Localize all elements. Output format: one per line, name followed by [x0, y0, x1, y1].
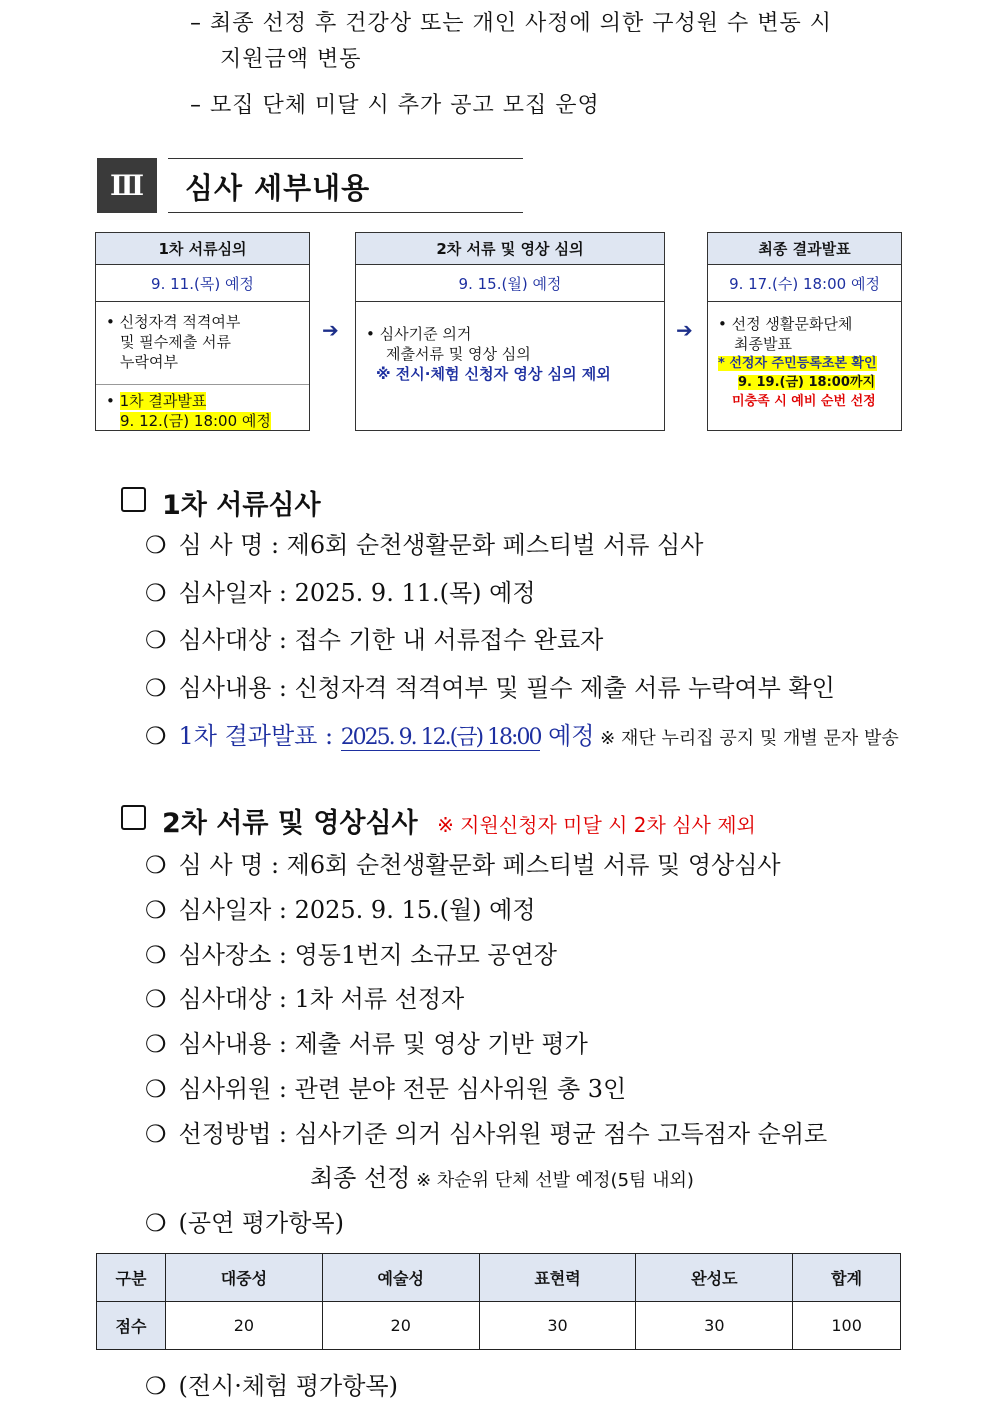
score-table-row — [97, 1302, 901, 1350]
sub1-result-date: 2025. 9. 12.(금) 18:00 — [340, 725, 541, 750]
section-title: 심사 세부내용 — [185, 171, 371, 205]
section-bottom-rule — [168, 212, 523, 213]
table-header-cell: 대중성 — [166, 1254, 323, 1302]
section-top-rule — [168, 158, 523, 159]
table-row-label: 점수 — [97, 1302, 166, 1350]
sub1-result: ❍ 1차 결과발표 : 2025. 9. 12.(금) 18:00 예정 ※ 재단 누리집 공지 및 개별 문자 발송 — [145, 722, 899, 750]
flow-step-1-result: • 1차 결과발표 9. 12.(금) 18:00 예정 — [106, 392, 271, 430]
table-cell: 30 — [479, 1302, 636, 1350]
table-cell: 20 — [322, 1302, 479, 1350]
sub1-item-3: ❍ 심사대상 : 접수 기한 내 서류접수 완료자 — [145, 626, 604, 654]
sub2-method-cont: 최종 선정 ※ 차순위 단체 선발 예정(5팀 내외) — [310, 1164, 694, 1192]
flow-step-2 — [355, 232, 665, 431]
sub2-perf-label: ❍ (공연 평가항목) — [145, 1209, 344, 1237]
sub1-checkbox-icon — [121, 487, 146, 512]
sub1-result-note: ※ 재단 누리집 공지 및 개별 문자 발송 — [594, 728, 899, 749]
flow-step-3-note-1: * 선정자 주민등록초본 확인 — [718, 356, 877, 371]
sub2-item-4: ❍ 심사대상 : 1차 서류 선정자 — [145, 985, 465, 1013]
table-cell: 100 — [793, 1302, 901, 1350]
table-header-cell: 표현력 — [479, 1254, 636, 1302]
score-table-header-row — [97, 1254, 901, 1302]
sub2-checkbox-icon — [121, 805, 146, 830]
sub2-title-note: ※ 지원신청자 미달 시 2차 심사 제외 — [437, 813, 756, 837]
sub1-title: 1차 서류심사 — [162, 490, 321, 521]
flow-step-2-date: 9. 15.(월) 예정 — [356, 265, 664, 302]
flow-step-1-date: 9. 11.(목) 예정 — [96, 265, 309, 302]
flow-step-3-date: 9. 17.(수) 18:00 예정 — [708, 265, 901, 302]
table-header-cell: 완성도 — [636, 1254, 793, 1302]
flow-step-3-head: 최종 결과발표 — [708, 233, 901, 265]
table-cell: 20 — [166, 1302, 323, 1350]
table-header-cell: 예술성 — [322, 1254, 479, 1302]
sub1-item-4: ❍ 심사내용 : 신청자격 적격여부 및 필수 제출 서류 누락여부 확인 — [145, 674, 835, 702]
sub2-item-1: ❍ 심 사 명 : 제6회 순천생활문화 페스티벌 서류 및 영상심사 — [145, 851, 781, 879]
table-cell: 30 — [636, 1302, 793, 1350]
flow-step-3-body: • 선정 생활문화단체 최종발표 * 선정자 주민등록초본 확인 9. 19.(금) 18:00까지 미충족 시 예비 순번 선정 — [708, 302, 901, 419]
sub1-item-1: ❍ 심 사 명 : 제6회 순천생활문화 페스티벌 서류 심사 — [145, 531, 704, 559]
flow-step-2-note: ※ 전시·체험 신청자 영상 심의 제외 — [376, 365, 611, 383]
sub2-title: 2차 서류 및 영상심사 ※ 지원신청자 미달 시 2차 심사 제외 — [162, 808, 756, 839]
flow-arrow-2: ➔ — [676, 318, 693, 342]
flow-step-3-note-2: 9. 19.(금) 18:00까지 — [738, 375, 876, 390]
intro-line-3: – 모집 단체 미달 시 추가 공고 모집 운영 — [190, 93, 600, 118]
flow-step-2-head: 2차 서류 및 영상 심의 — [356, 233, 664, 265]
sub2-exhibit-label: ❍ (전시·체험 평가항목) — [145, 1372, 398, 1400]
sub2-item-2: ❍ 심사일자 : 2025. 9. 15.(월) 예정 — [145, 896, 536, 924]
sub1-item-2: ❍ 심사일자 : 2025. 9. 11.(목) 예정 — [145, 579, 536, 607]
flow-step-1-body: • 신청자격 적격여부 및 필수제출 서류 누락여부 — [96, 302, 309, 385]
section-numeral: Ⅲ — [97, 158, 157, 213]
intro-line-2: 지원금액 변동 — [220, 47, 362, 72]
flow-arrow-1: ➔ — [322, 318, 339, 342]
flow-step-1-head: 1차 서류심의 — [96, 233, 309, 265]
sub2-item-5: ❍ 심사내용 : 제출 서류 및 영상 기반 평가 — [145, 1030, 588, 1058]
flow-step-3-note-3: 미충족 시 예비 순번 선정 — [732, 394, 876, 409]
sub2-item-6: ❍ 심사위원 : 관련 분야 전문 심사위원 총 3인 — [145, 1075, 627, 1103]
flow-step-2-body: • 심사기준 의거 제출서류 및 영상 심의 ※ 전시·체험 신청자 영상 심의 제외 — [356, 302, 664, 392]
sub2-item-7: ❍ 선정방법 : 심사기준 의거 심사위원 평균 점수 고득점자 순위로 — [145, 1120, 828, 1148]
flow-step-1 — [95, 232, 310, 431]
flow-step-3 — [707, 232, 902, 431]
intro-line-1: – 최종 선정 후 건강상 또는 개인 사정에 의한 구성원 수 변동 시 — [190, 11, 832, 36]
table-header-cell: 구분 — [97, 1254, 166, 1302]
score-table — [96, 1253, 901, 1350]
sub2-item-3: ❍ 심사장소 : 영동1번지 소규모 공연장 — [145, 941, 557, 969]
table-header-cell: 합계 — [793, 1254, 901, 1302]
